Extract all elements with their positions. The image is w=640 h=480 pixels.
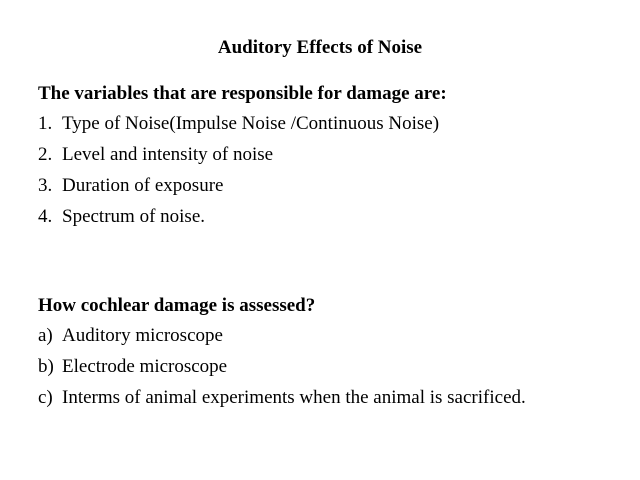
list-item (38, 143, 628, 167)
list-item (38, 386, 628, 410)
list-item (38, 205, 628, 229)
list-item (38, 174, 628, 198)
list-item-text: Level and intensity of noise (62, 144, 274, 165)
list-marker: c) (38, 387, 53, 408)
assessment-section (38, 294, 628, 417)
list-item-text: Type of Noise(Impulse Noise /Continuous Noise) (62, 113, 440, 134)
assessment-list (38, 324, 628, 410)
list-item (38, 324, 628, 348)
list-marker: 1. (38, 113, 53, 134)
variables-heading: The variables that are responsible for damage are: (38, 83, 447, 104)
list-marker: b) (38, 356, 54, 377)
list-marker: a) (38, 325, 53, 346)
list-item (38, 355, 628, 379)
list-item-text: Electrode microscope (62, 356, 228, 377)
variables-section (38, 82, 628, 236)
list-marker: 3. (38, 175, 53, 196)
slide-title: Auditory Effects of Noise (217, 37, 423, 58)
variables-list (38, 112, 628, 229)
list-marker: 2. (38, 144, 53, 165)
list-item (38, 112, 628, 136)
list-marker: 4. (38, 206, 53, 227)
assessment-heading: How cochlear damage is assessed? (38, 295, 316, 316)
list-item-text: Duration of exposure (62, 175, 224, 196)
list-item-text: Spectrum of noise. (62, 206, 206, 227)
list-item-text: Interms of animal experiments when the animal is sacrificed. (62, 387, 526, 408)
list-item-text: Auditory microscope (62, 325, 223, 346)
